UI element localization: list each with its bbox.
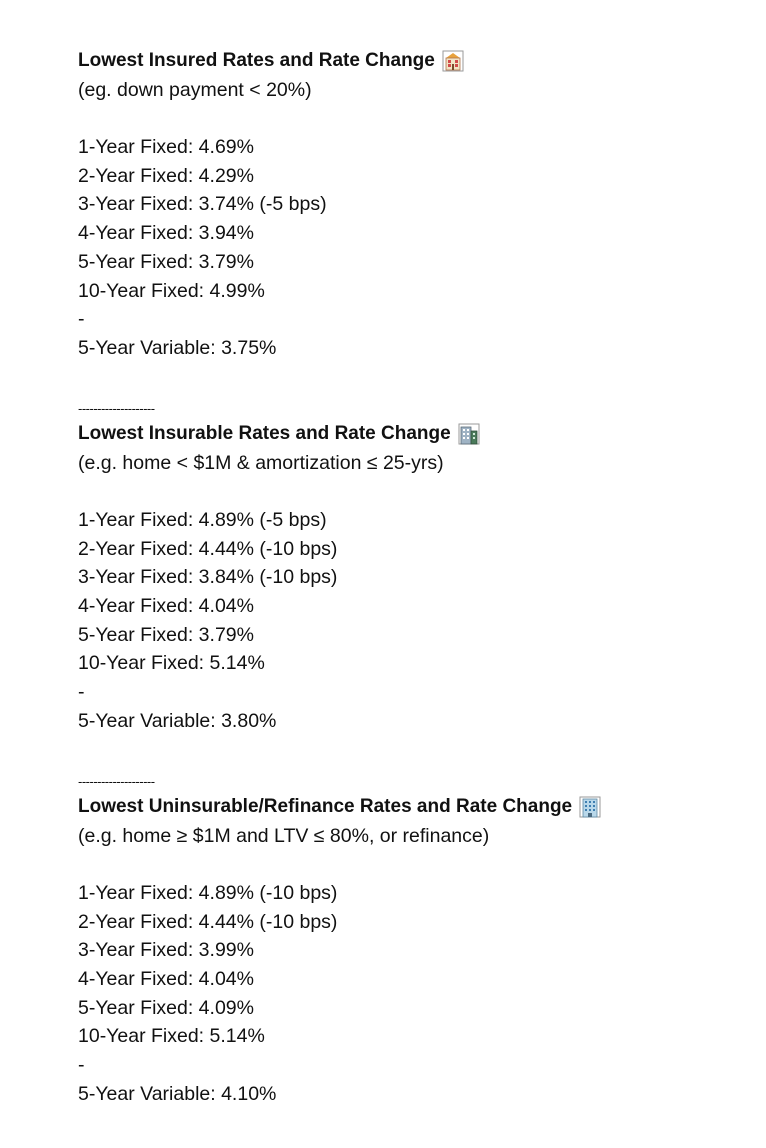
spacer	[78, 104, 738, 133]
variable-rate-line: 5-Year Variable: 4.10%	[78, 1082, 277, 1105]
rate-line: 1-Year Fixed: 4.89% (-5 bps)	[78, 509, 327, 531]
section-subtitle: (e.g. home < $1M & amortization ≤ 25-yrs)	[78, 451, 444, 474]
uninsurable-rates-section	[78, 764, 738, 1108]
dash-divider: -	[78, 308, 85, 331]
dash-divider: -	[78, 1054, 85, 1077]
rate-line: 5-Year Fixed: 3.79%	[78, 250, 254, 273]
rate-line: 1-Year Fixed: 4.89% (-10 bps)	[78, 881, 338, 904]
rate-line: 4-Year Fixed: 4.04%	[78, 968, 254, 990]
rate-line: 10-Year Fixed: 5.14%	[78, 652, 265, 675]
section-title-text: Lowest Uninsurable/Refinance Rates and Rate Change	[78, 795, 573, 817]
tall-building-icon	[579, 796, 601, 818]
rates-document	[78, 47, 738, 1108]
rate-line: 5-Year Fixed: 3.79%	[78, 623, 254, 646]
rate-line: 4-Year Fixed: 3.94%	[78, 222, 254, 245]
office-building-icon	[458, 423, 480, 445]
hotel-building-icon	[442, 50, 464, 72]
rate-line: 10-Year Fixed: 5.14%	[78, 1025, 265, 1048]
section-title-text: Lowest Insured Rates and Rate Change	[78, 50, 435, 71]
rate-line: 3-Year Fixed: 3.74% (-5 bps)	[78, 193, 327, 216]
rate-line: 5-Year Fixed: 4.09%	[78, 996, 254, 1019]
spacer	[78, 736, 738, 765]
rate-line: 3-Year Fixed: 3.99%	[78, 939, 254, 962]
section-title	[78, 47, 738, 76]
rate-line: 2-Year Fixed: 4.29%	[78, 164, 254, 187]
section-subtitle: (eg. down payment < 20%)	[78, 78, 312, 101]
variable-rate-line: 5-Year Variable: 3.75%	[78, 336, 277, 359]
section-subtitle: (e.g. home ≥ $1M and LTV ≤ 80%, or refinance)	[78, 824, 490, 847]
rate-line: 3-Year Fixed: 3.84% (-10 bps)	[78, 566, 338, 589]
insured-rates-section	[78, 47, 738, 391]
spacer	[78, 477, 738, 506]
dash-divider: -	[78, 681, 85, 704]
rate-line: 10-Year Fixed: 4.99%	[78, 279, 265, 302]
section-title-text: Lowest Insurable Rates and Rate Change	[78, 422, 451, 444]
rate-line: 1-Year Fixed: 4.69%	[78, 136, 254, 159]
variable-rate-line: 5-Year Variable: 3.80%	[78, 709, 277, 732]
insurable-rates-section	[78, 391, 738, 764]
rate-line: 4-Year Fixed: 4.04%	[78, 595, 254, 618]
spacer	[78, 850, 738, 879]
rate-line: 2-Year Fixed: 4.44% (-10 bps)	[78, 537, 338, 560]
spacer	[78, 363, 738, 392]
section-separator: --------------------	[78, 774, 155, 790]
section-title	[78, 793, 738, 822]
section-separator: --------------------	[78, 401, 155, 417]
section-title	[78, 420, 738, 449]
rate-line: 2-Year Fixed: 4.44% (-10 bps)	[78, 910, 338, 933]
